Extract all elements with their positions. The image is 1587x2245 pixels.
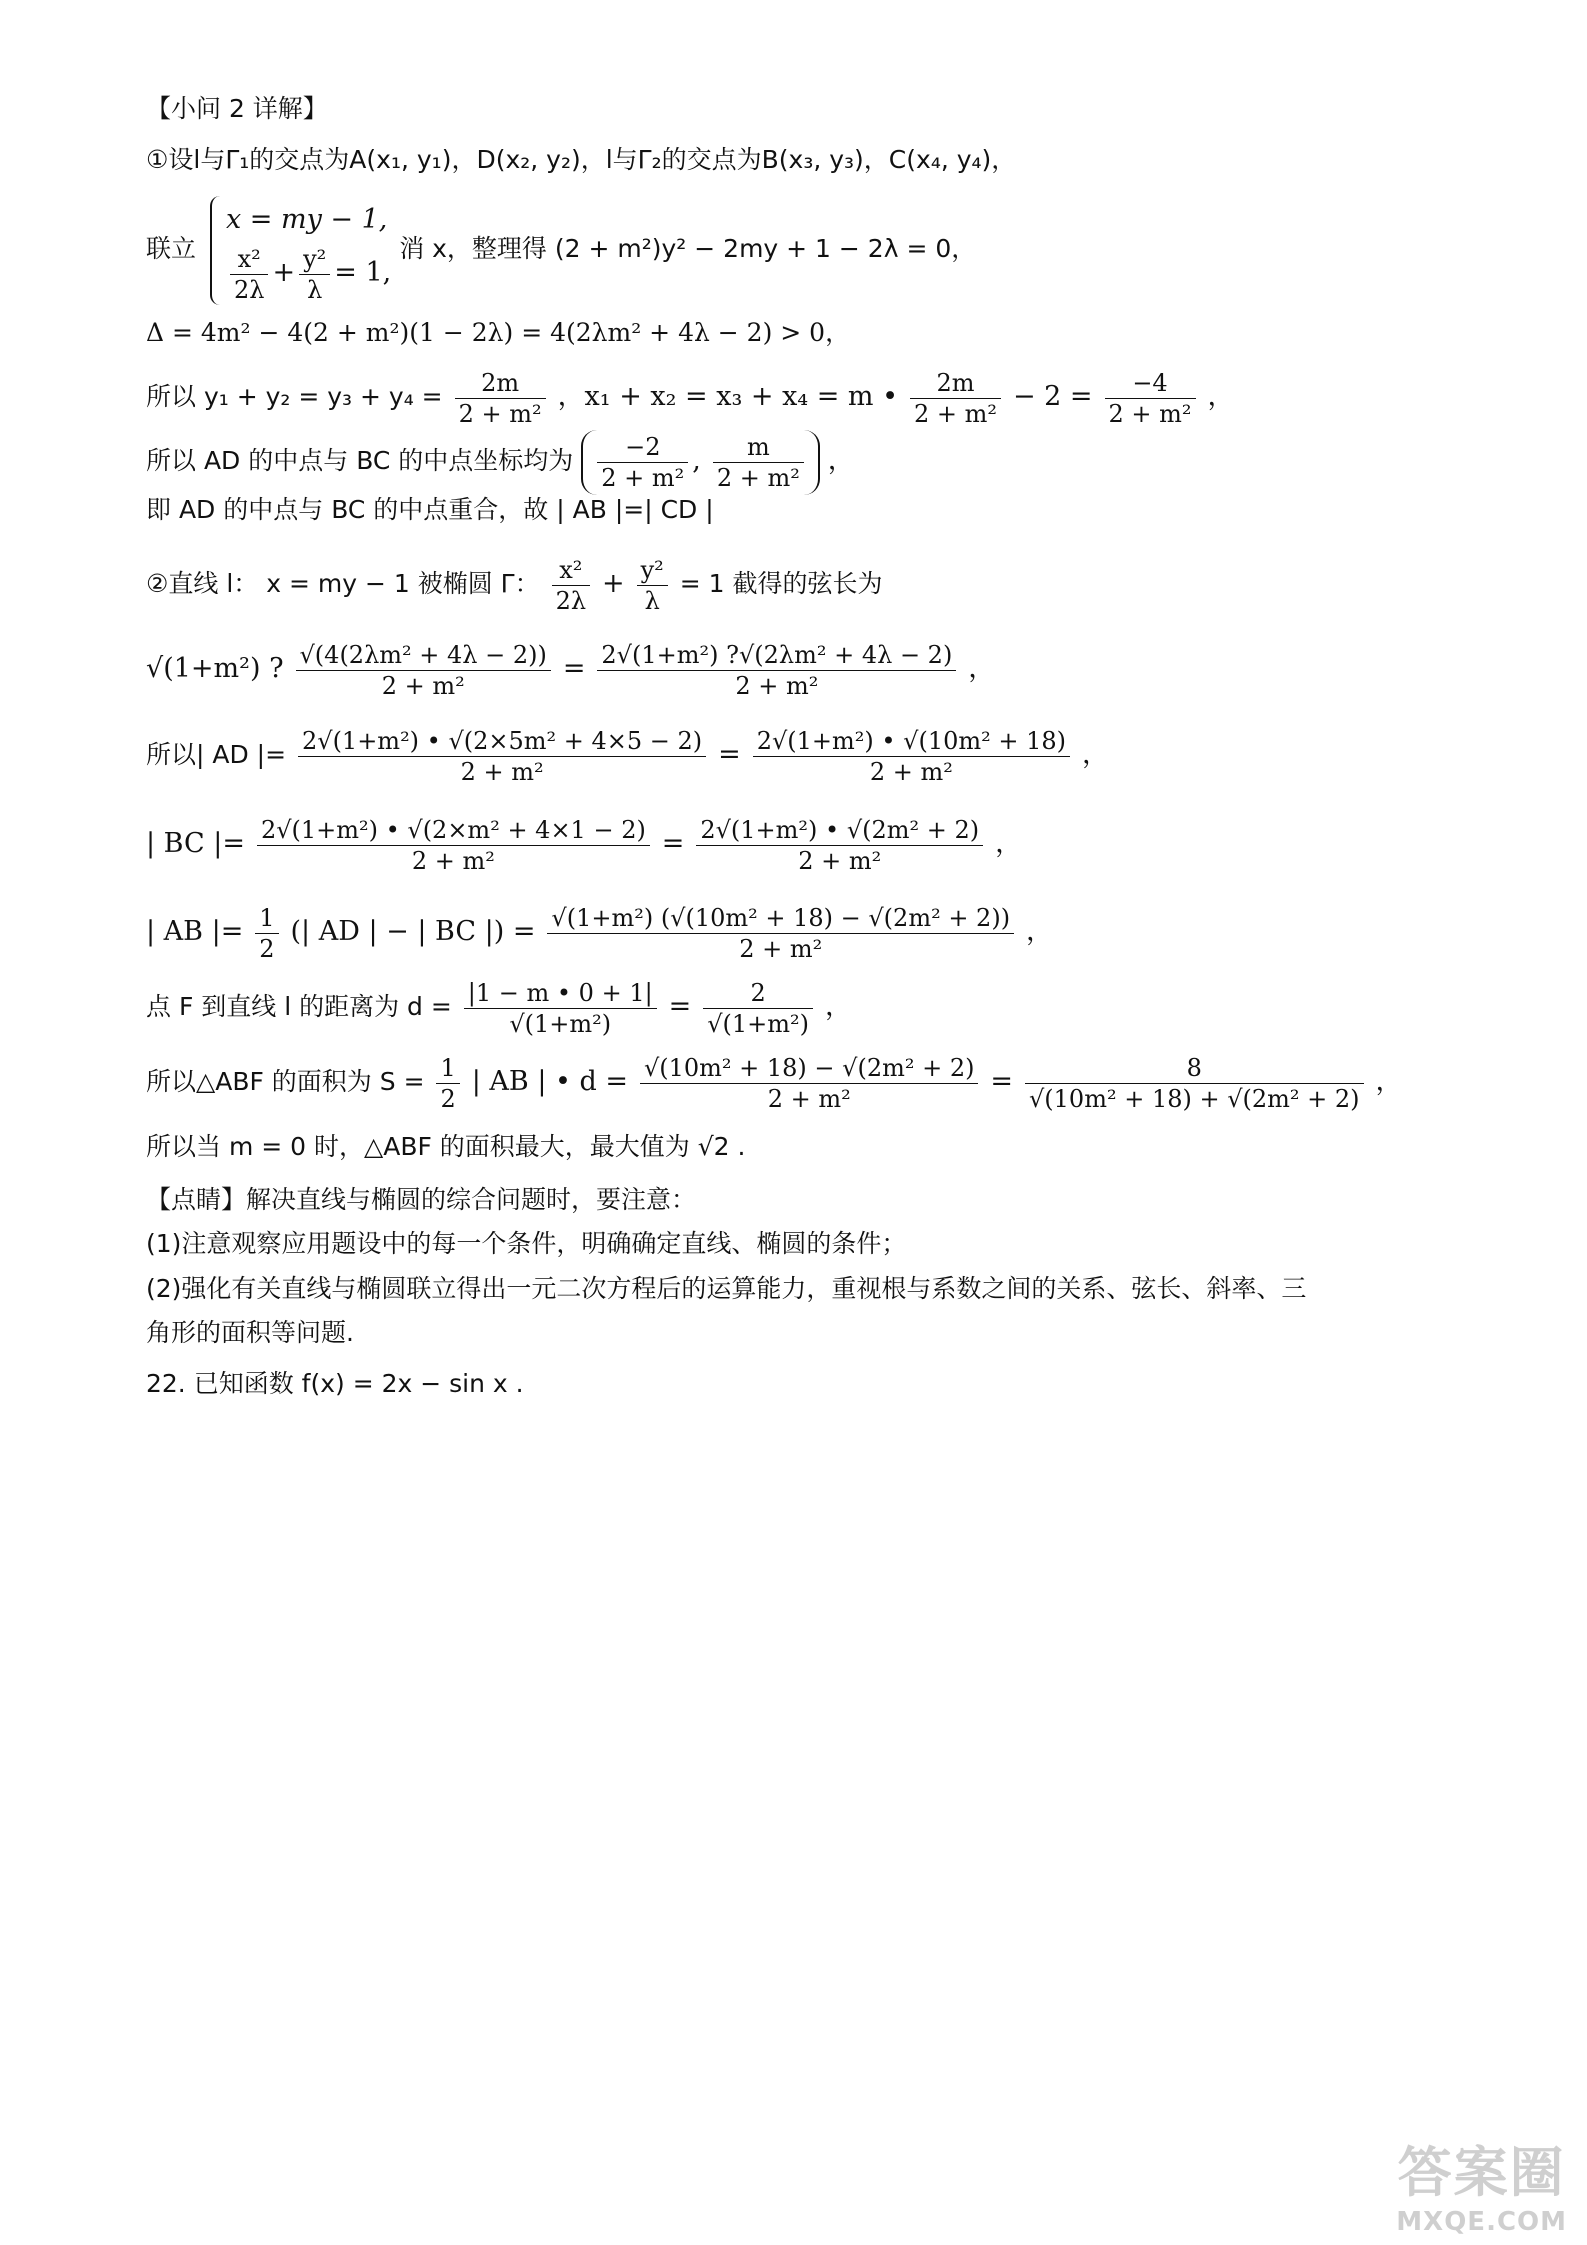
fraction: $\frac{\text{√(1+m²) (√(10m² + 18) − √(2m² + 2))}}{\text{2 + m²}}$ <box>547 903 1014 964</box>
key-point-heading: 【点睛】解决直线与椭圆的综合问题时，要注意： <box>146 1185 697 1214</box>
coordinate-pair: $\frac{-2}{\text{2 + m²}}$ , $\frac{m}{\text{2 + m²}}$ <box>581 430 820 495</box>
distance-line: 点 F 到直线 l 的距离为 d = $\frac{|1 - m • 0 + 1|}{\text{√(1+m²)}}$ = $\frac{2}{\text{√(1+m²)}}$ ， <box>146 979 852 1038</box>
fraction: $\frac{1}{2}$ <box>255 903 278 964</box>
fraction: $\frac{\text{y²}}{\lambda}$ <box>299 244 330 305</box>
watermark-url: MXQE.COM <box>1396 2207 1567 2237</box>
eliminate-text: 消 x，整理得 (2 + m²)y² − 2my + 1 − 2λ = 0， <box>399 234 977 263</box>
fraction: $\frac{\text{x²}}{2\lambda}$ <box>552 555 590 616</box>
fraction: $\frac{-4}{\text{2 + m²}}$ <box>1105 368 1196 429</box>
fraction: $\frac{\text{y²}}{\lambda}$ <box>637 555 668 616</box>
question-22: 22. 已知函数 f(x) = 2x − sin x . <box>146 1369 524 1398</box>
key-point-2-cont: 角形的面积等问题. <box>146 1318 354 1347</box>
fraction: $\frac{2m}{\text{2 + m²}}$ <box>910 368 1001 429</box>
midpoint-line: 所以 AD 的中点与 BC 的中点坐标均为 $\frac{-2}{\text{2 + m²}}$ , $\frac{m}{\text{2 + m²}}$ ， <box>146 430 855 495</box>
section-header: 【小问 2 详解】 <box>146 94 328 123</box>
fraction: $\frac{\text{2√(1+m²) • √(2m² + 2)}}{\text{2 + m²}}$ <box>696 815 983 876</box>
system-eq-ellipse: $\frac{\text{x²}}{2\lambda}$ + $\frac{\text{y²}}{\lambda}$ = 1, <box>226 244 391 305</box>
coincide-line: 即 AD 的中点与 BC 的中点重合，故 | AB |=| CD | <box>146 495 714 524</box>
paragraph-intersections: ①设l与Γ₁的交点为A(x₁, y₁)，D(x₂, y₂)，l与Γ₂的交点为B(x₃, y₃)，C(x₄, y₄)， <box>146 145 1017 174</box>
area-line: 所以△ABF 的面积为 S = $\frac{1}{2}$ | AB | • d = $\frac{\text{√(10m² + 18) − √(2m² + 2)}}{\text{2 + m²}}$ = $\frac{8}{\text{√(10m² + 18) + √(2m² + 2)}}$ ， <box>146 1054 1403 1113</box>
ad-length-line: 所以| AD |= $\frac{\text{2√(1+m²) • √(2×5m² + 4×5 − 2)}}{\text{2 + m²}}$ = $\frac{\text{2√(1+m²) • √(10m² + 18)}}{\text{2 + m²}}$ ， <box>146 727 1109 786</box>
chord-length-formula: √(1+m²) ? $\frac{\text{√(4(2λm² + 4λ − 2))}}{\text{2 + m²}}$ = $\frac{\text{2√(1+m²) ?√(2λm² + 4λ − 2)}}{\text{2 + m²}}$ ， <box>146 641 996 700</box>
key-point-1: (1)注意观察应用题设中的每一个条件，明确确定直线、椭圆的条件； <box>146 1229 907 1258</box>
fraction: $\frac{|1 - m • 0 + 1|}{\text{√(1+m²)}}$ <box>464 978 657 1039</box>
paragraph-simultaneous <box>146 196 976 305</box>
ab-length-line: | AB |= $\frac{1}{2}$ (| AD | − | BC |) = $\frac{\text{√(1+m²) (√(10m² + 18) − √(2m² + 2))}}{\text{2 + m²}}$ ， <box>146 904 1054 963</box>
discriminant-line: Δ = 4m² − 4(2 + m²)(1 − 2λ) = 4(2λm² + 4λ − 2) > 0， <box>146 318 851 347</box>
fraction: $\frac{8}{\text{√(10m² + 18) + √(2m² + 2)}}$ <box>1025 1053 1364 1114</box>
max-area-line: 所以当 m = 0 时，△ABF 的面积最大，最大值为 √2 . <box>146 1132 746 1161</box>
fraction: $\frac{\text{x²}}{2\lambda}$ <box>230 244 268 305</box>
fraction: $\frac{1}{2}$ <box>436 1053 459 1114</box>
site-watermark <box>1396 2130 1567 2237</box>
fraction: $\frac{\text{√(4(2λm² + 4λ − 2))}}{\text{2 + m²}}$ <box>296 640 551 701</box>
fraction: $\frac{\text{√(10m² + 18) − √(2m² + 2)}}{\text{2 + m²}}$ <box>640 1053 979 1114</box>
equation-system <box>210 196 391 305</box>
label-lianli: 联立 <box>146 234 197 263</box>
system-eq-line: x = my − 1, <box>225 204 388 235</box>
watermark-logo-text: 答案圈 <box>1397 2141 1566 2204</box>
bc-length-line: | BC |= $\frac{\text{2√(1+m²) • √(2×m² + 4×1 − 2)}}{\text{2 + m²}}$ = $\frac{\text{2√(1+m²) • √(2m² + 2)}}{\text{2 + m²}}$ ， <box>146 816 1023 875</box>
fraction: $\frac{2}{\text{√(1+m²)}}$ <box>703 978 813 1039</box>
fraction: $\frac{2m}{\text{2 + m²}}$ <box>455 368 546 429</box>
fraction: $\frac{\text{2√(1+m²) • √(10m² + 18)}}{\text{2 + m²}}$ <box>753 726 1070 787</box>
key-point-2: (2)强化有关直线与椭圆联立得出一元二次方程后的运算能力，重视根与系数之间的关系、弦长、斜率、三 <box>146 1274 1307 1303</box>
vieta-line: 所以 y₁ + y₂ = y₃ + y₄ = $\frac{2m}{\text{2 + m²}}$ ，x₁ + x₂ = x₃ + x₄ = m • $\frac{2m}{\text{2 + m²}}$ − 2 = $\frac{-4}{\text{2 + m²}}$ ， <box>146 369 1235 428</box>
chord-line: ②直线 l： x = my − 1 被椭圆 Γ： $\frac{\text{x²}}{2\lambda}$ + $\frac{\text{y²}}{\lambda}$ = 1 截得的弦长为 <box>146 556 883 615</box>
fraction: $\frac{\text{2√(1+m²) ?√(2λm² + 4λ − 2)}}{\text{2 + m²}}$ <box>597 640 956 701</box>
fraction: $\frac{m}{\text{2 + m²}}$ <box>713 432 804 493</box>
fraction: $\frac{\text{2√(1+m²) • √(2×5m² + 4×5 − 2)}}{\text{2 + m²}}$ <box>298 726 706 787</box>
fraction: $\frac{-2}{\text{2 + m²}}$ <box>597 432 688 493</box>
fraction: $\frac{\text{2√(1+m²) • √(2×m² + 4×1 − 2)}}{\text{2 + m²}}$ <box>257 815 650 876</box>
